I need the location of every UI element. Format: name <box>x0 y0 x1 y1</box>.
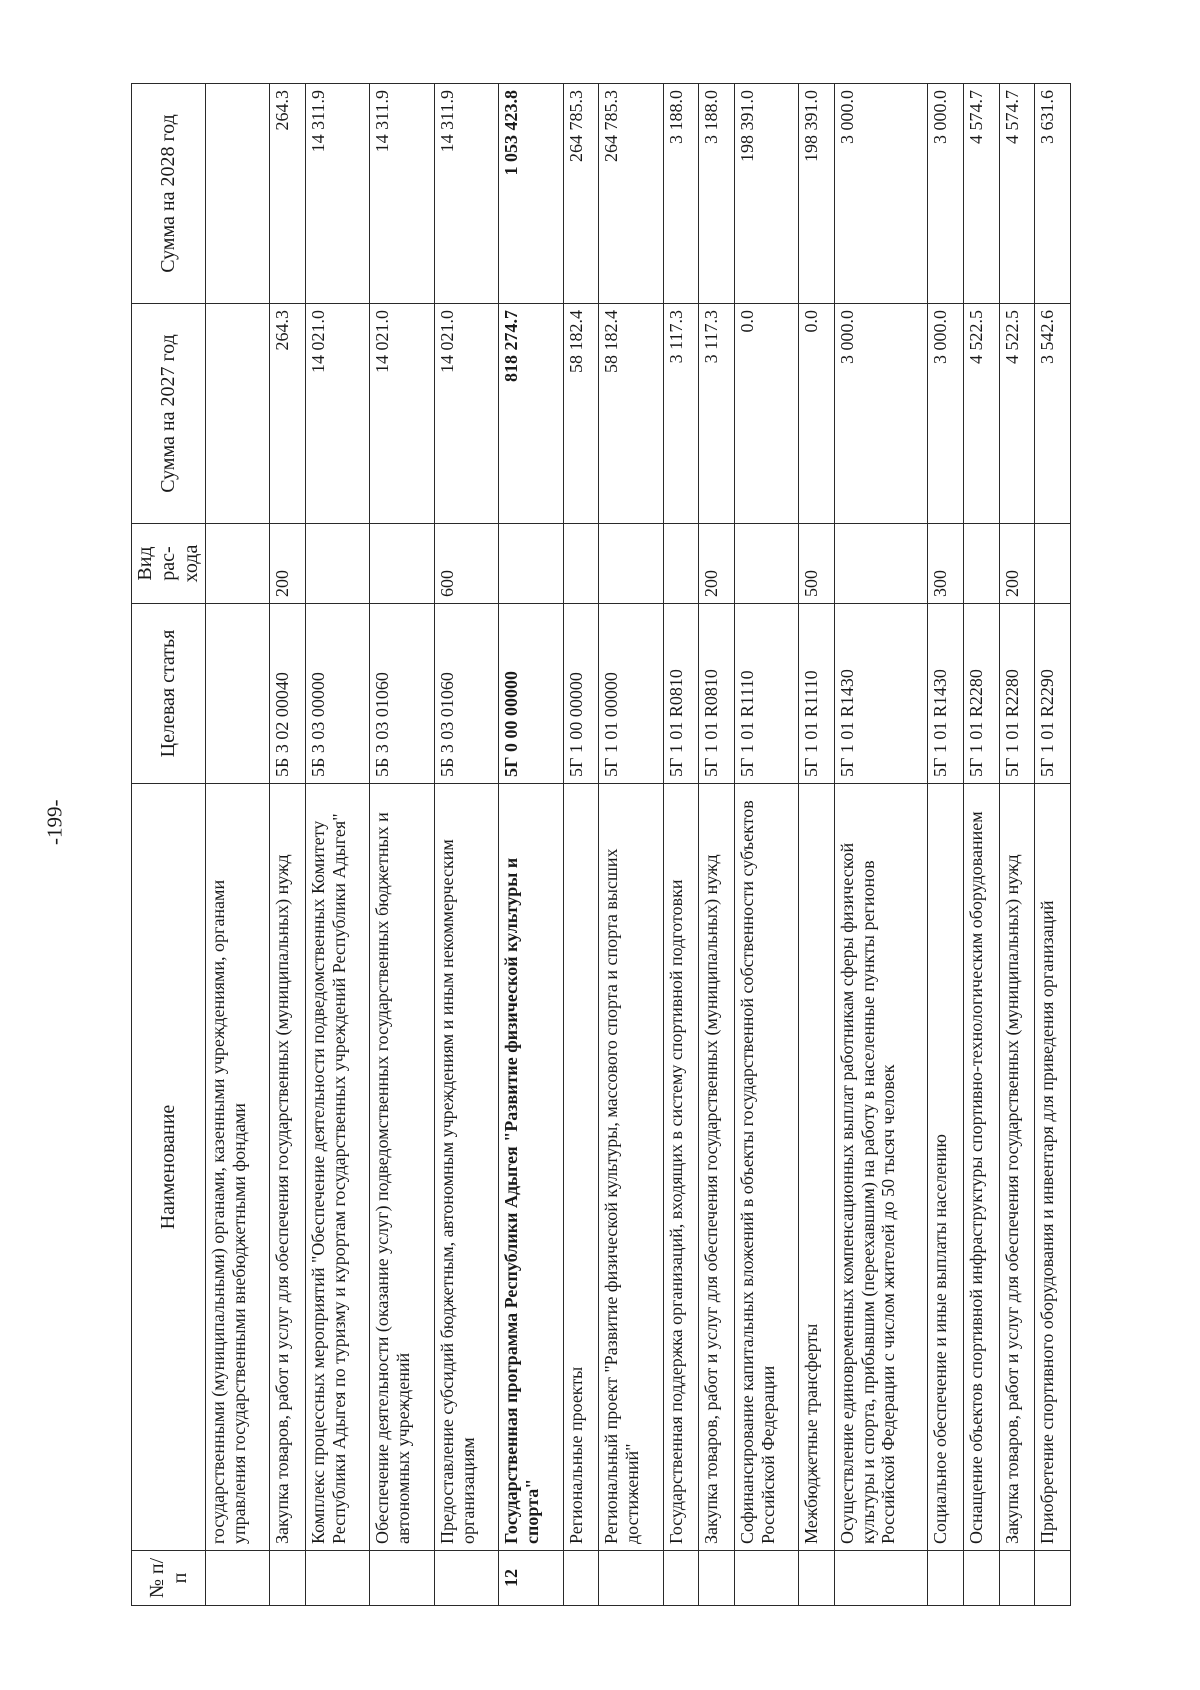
row-amount-2028: 198 391.0 <box>735 84 799 304</box>
table-row <box>663 84 699 1606</box>
row-amount-2028: 14 311.9 <box>434 84 498 304</box>
row-target-article: 5Б 3 02 00040 <box>270 604 306 784</box>
row-target-article: 5Г 1 01 R1110 <box>799 604 835 784</box>
row-number <box>835 1551 928 1606</box>
row-amount-2028: 264 785.3 <box>563 84 599 304</box>
row-number <box>434 1551 498 1606</box>
table-header-row <box>132 84 206 1606</box>
row-expense-type <box>306 524 370 604</box>
row-expense-type <box>206 524 270 604</box>
row-number <box>699 1551 735 1606</box>
row-target-article: 5Г 1 01 R2290 <box>1035 604 1071 784</box>
row-expense-type <box>663 524 699 604</box>
row-target-article: 5Г 1 01 R1430 <box>835 604 928 784</box>
row-expense-type <box>835 524 928 604</box>
table-row <box>306 84 370 1606</box>
row-name: Государственная программа Республики Адыгея "Развитие физической культуры и спорта" <box>499 784 563 1551</box>
table-row <box>270 84 306 1606</box>
row-target-article: 5Г 1 01 R2280 <box>999 604 1035 784</box>
row-amount-2027: 3 542.6 <box>1035 304 1071 524</box>
row-target-article: 5Г 1 01 R0810 <box>663 604 699 784</box>
row-amount-2027: 3 117.3 <box>699 304 735 524</box>
row-target-article: 5Б 3 03 00000 <box>306 604 370 784</box>
table-row <box>599 84 663 1606</box>
row-name: Социальное обеспечение и иные выплаты населению <box>928 784 964 1551</box>
row-expense-type: 500 <box>799 524 835 604</box>
row-amount-2028: 14 311.9 <box>306 84 370 304</box>
row-name: Приобретение спортивного оборудования и инвентаря для приведения организаций <box>1035 784 1071 1551</box>
table-row <box>434 84 498 1606</box>
row-amount-2028: 4 574.7 <box>963 84 999 304</box>
row-number <box>206 1551 270 1606</box>
row-target-article: 5Б 3 03 01060 <box>434 604 498 784</box>
row-target-article <box>206 604 270 784</box>
row-name: Оснащение объектов спортивной инфраструктуры спортивно-технологическим оборудованием <box>963 784 999 1551</box>
row-number: 12 <box>499 1551 563 1606</box>
row-amount-2027: 14 021.0 <box>306 304 370 524</box>
row-amount-2028: 3 000.0 <box>928 84 964 304</box>
header-2027: Сумма на 2027 год <box>132 304 206 524</box>
row-name: Осуществление единовременных компенсационных выплат работникам сферы физической культуры и спорта, прибывшим (переехавшим) на работу в населенные пункты регионов Российской Федерации с числом жителей до 50 тысяч человек <box>835 784 928 1551</box>
table-row <box>563 84 599 1606</box>
row-name: Комплекс процессных мероприятий "Обеспечение деятельности подведомственных Комитету Республики Адыгея по туризму и курортам государственных учреждений Республики Адыгея" <box>306 784 370 1551</box>
table-row <box>963 84 999 1606</box>
row-expense-type <box>370 524 434 604</box>
row-expense-type: 200 <box>999 524 1035 604</box>
table-row <box>928 84 964 1606</box>
row-amount-2027: 58 182.4 <box>563 304 599 524</box>
row-name: Обеспечение деятельности (оказание услуг) подведомственных государственных бюджетных и автономных учреждений <box>370 784 434 1551</box>
row-amount-2027: 3 117.3 <box>663 304 699 524</box>
table-row <box>799 84 835 1606</box>
row-number <box>563 1551 599 1606</box>
row-expense-type <box>735 524 799 604</box>
row-amount-2027: 4 522.5 <box>963 304 999 524</box>
header-kind: Вид рас- хода <box>132 524 206 604</box>
row-amount-2028: 3 188.0 <box>663 84 699 304</box>
row-amount-2027: 0.0 <box>799 304 835 524</box>
row-amount-2027: 3 000.0 <box>928 304 964 524</box>
row-amount-2028: 264 785.3 <box>599 84 663 304</box>
row-target-article: 5Г 1 00 00000 <box>563 604 599 784</box>
row-number <box>306 1551 370 1606</box>
row-expense-type <box>499 524 563 604</box>
row-name: Закупка товаров, работ и услуг для обеспечения государственных (муниципальных) нужд <box>699 784 735 1551</box>
page-number: -199- <box>42 799 67 845</box>
row-amount-2028 <box>206 84 270 304</box>
row-name: Софинансирование капитальных вложений в объекты государственной собственности субъектов Российской Федерации <box>735 784 799 1551</box>
table-row <box>206 84 270 1606</box>
row-number <box>963 1551 999 1606</box>
row-amount-2028: 3 188.0 <box>699 84 735 304</box>
row-name: государственными (муниципальными) органами, казенными учреждениями, органами управления государственными внебюджетными фондами <box>206 784 270 1551</box>
row-name: Региональный проект "Развитие физической культуры, массового спорта и спорта высших достижений" <box>599 784 663 1551</box>
row-amount-2028: 1 053 423.8 <box>499 84 563 304</box>
row-name: Закупка товаров, работ и услуг для обеспечения государственных (муниципальных) нужд <box>999 784 1035 1551</box>
row-amount-2027: 3 000.0 <box>835 304 928 524</box>
table-row <box>1035 84 1071 1606</box>
table-row <box>735 84 799 1606</box>
row-name: Предоставление субсидий бюджетным, автономным учреждениям и иным некоммерческим организациям <box>434 784 498 1551</box>
row-amount-2027 <box>206 304 270 524</box>
row-target-article: 5Г 1 01 00000 <box>599 604 663 784</box>
row-number <box>599 1551 663 1606</box>
table-body <box>206 84 1071 1606</box>
row-target-article: 5Г 1 01 R0810 <box>699 604 735 784</box>
row-name: Межбюджетные трансферты <box>799 784 835 1551</box>
row-expense-type <box>1035 524 1071 604</box>
row-expense-type: 300 <box>928 524 964 604</box>
header-2028: Сумма на 2028 год <box>132 84 206 304</box>
row-amount-2028: 4 574.7 <box>999 84 1035 304</box>
row-expense-type: 200 <box>270 524 306 604</box>
row-amount-2027: 818 274.7 <box>499 304 563 524</box>
row-target-article: 5Г 1 01 R1110 <box>735 604 799 784</box>
row-target-article: 5Б 3 03 01060 <box>370 604 434 784</box>
row-expense-type <box>563 524 599 604</box>
row-name: Государственная поддержка организаций, входящих в систему спортивной подготовки <box>663 784 699 1551</box>
row-amount-2027: 264.3 <box>270 304 306 524</box>
table-row <box>370 84 434 1606</box>
header-num: № п/п <box>132 1551 206 1606</box>
row-number <box>999 1551 1035 1606</box>
row-name: Региональные проекты <box>563 784 599 1551</box>
row-number <box>799 1551 835 1606</box>
row-amount-2027: 14 021.0 <box>434 304 498 524</box>
row-amount-2028: 198 391.0 <box>799 84 835 304</box>
row-number <box>735 1551 799 1606</box>
row-number <box>1035 1551 1071 1606</box>
row-amount-2027: 4 522.5 <box>999 304 1035 524</box>
row-number <box>270 1551 306 1606</box>
row-amount-2027: 58 182.4 <box>599 304 663 524</box>
table-row <box>835 84 928 1606</box>
header-code: Целевая статья <box>132 604 206 784</box>
header-name: Наименование <box>132 784 206 1551</box>
row-expense-type <box>599 524 663 604</box>
row-expense-type: 200 <box>699 524 735 604</box>
row-amount-2027: 14 021.0 <box>370 304 434 524</box>
table-row <box>999 84 1035 1606</box>
row-name: Закупка товаров, работ и услуг для обеспечения государственных (муниципальных) нужд <box>270 784 306 1551</box>
document-sheet <box>131 84 1071 1606</box>
budget-table <box>131 83 1071 1606</box>
row-expense-type <box>963 524 999 604</box>
table-row <box>699 84 735 1606</box>
row-number <box>928 1551 964 1606</box>
row-amount-2027: 0.0 <box>735 304 799 524</box>
row-number <box>663 1551 699 1606</box>
row-target-article: 5Г 0 00 00000 <box>499 604 563 784</box>
table-row <box>499 84 563 1606</box>
row-amount-2028: 3 000.0 <box>835 84 928 304</box>
row-expense-type: 600 <box>434 524 498 604</box>
row-target-article: 5Г 1 01 R2280 <box>963 604 999 784</box>
row-amount-2028: 14 311.9 <box>370 84 434 304</box>
row-amount-2028: 3 631.6 <box>1035 84 1071 304</box>
row-number <box>370 1551 434 1606</box>
row-target-article: 5Г 1 01 R1430 <box>928 604 964 784</box>
row-amount-2028: 264.3 <box>270 84 306 304</box>
